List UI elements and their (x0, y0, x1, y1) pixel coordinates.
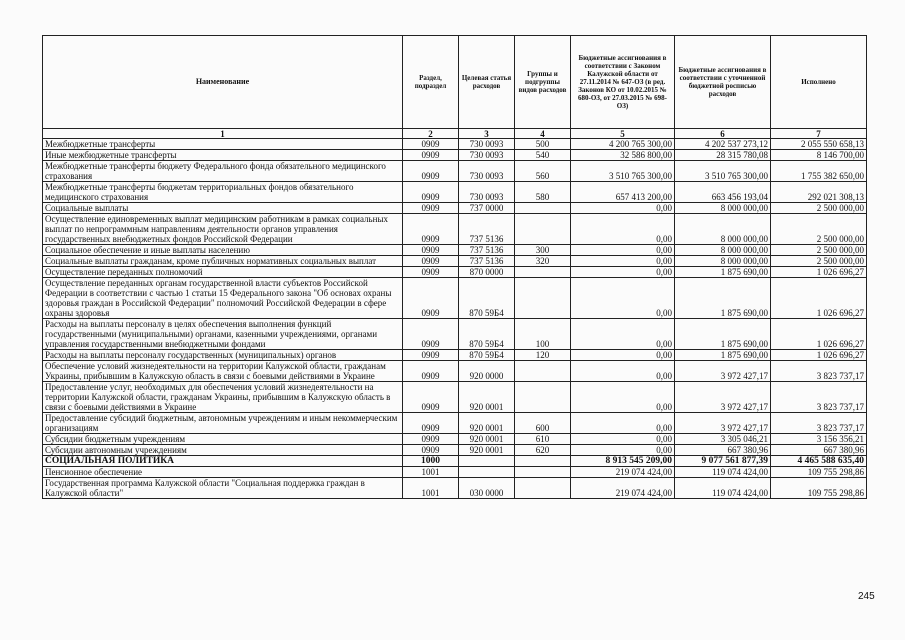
row-target: 870 0000 (459, 267, 515, 278)
row-name: Расходы на выплаты персоналу в целях обеспечения выполнения функций государственными (муниципальными) органами, казенными учреждениями, органами управления государственными внебюджетными фондами (43, 319, 403, 350)
table-row (43, 434, 867, 445)
row-group (515, 267, 571, 278)
row-list-amount: 1 875 690,00 (675, 267, 771, 278)
column-number-row (43, 129, 867, 139)
row-target: 870 59Б4 (459, 319, 515, 350)
row-section: 0909 (403, 267, 459, 278)
row-executed-amount: 3 823 737,17 (771, 413, 867, 434)
column-number: 4 (515, 129, 571, 139)
row-section: 0909 (403, 350, 459, 361)
table-row (43, 413, 867, 434)
row-executed-amount: 3 156 356,21 (771, 434, 867, 445)
row-executed-amount: 2 055 550 658,13 (771, 139, 867, 150)
row-executed-amount: 1 026 696,27 (771, 267, 867, 278)
row-list-amount: 3 305 046,21 (675, 434, 771, 445)
row-list-amount: 8 000 000,00 (675, 203, 771, 214)
row-executed-amount: 2 500 000,00 (771, 214, 867, 245)
row-group: 500 (515, 139, 571, 150)
row-section: 0909 (403, 319, 459, 350)
row-name: СОЦИАЛЬНАЯ ПОЛИТИКА (43, 456, 403, 467)
row-section: 0909 (403, 278, 459, 319)
row-list-amount: 8 000 000,00 (675, 245, 771, 256)
row-target: 920 0001 (459, 382, 515, 413)
row-list-amount: 8 000 000,00 (675, 256, 771, 267)
row-group: 540 (515, 150, 571, 161)
row-target: 920 0000 (459, 361, 515, 382)
row-group: 560 (515, 161, 571, 182)
row-target (459, 467, 515, 478)
row-group (515, 382, 571, 413)
row-section: 0909 (403, 445, 459, 456)
row-section: 0909 (403, 382, 459, 413)
row-group: 610 (515, 434, 571, 445)
row-law-amount: 219 074 424,00 (571, 467, 675, 478)
table-row (43, 245, 867, 256)
row-target: 737 5136 (459, 256, 515, 267)
header-executed: Исполнено (771, 36, 867, 129)
row-executed-amount: 1 026 696,27 (771, 278, 867, 319)
row-target: 737 5136 (459, 245, 515, 256)
row-list-amount: 1 875 690,00 (675, 319, 771, 350)
row-law-amount: 0,00 (571, 361, 675, 382)
row-law-amount: 4 200 765 300,00 (571, 139, 675, 150)
row-name: Социальное обеспечение и иные выплаты населению (43, 245, 403, 256)
row-law-amount: 0,00 (571, 214, 675, 245)
row-law-amount: 8 913 545 209,00 (571, 456, 675, 467)
row-law-amount: 0,00 (571, 245, 675, 256)
header-target: Целевая статья расходов (459, 36, 515, 129)
table-row (43, 203, 867, 214)
table-row (43, 161, 867, 182)
row-list-amount: 667 380,96 (675, 445, 771, 456)
row-name: Межбюджетные трансферты бюджетам территориальных фондов обязательного медицинского страхования (43, 182, 403, 203)
row-list-amount: 3 972 427,17 (675, 361, 771, 382)
row-list-amount: 3 972 427,17 (675, 382, 771, 413)
row-group (515, 203, 571, 214)
row-list-amount: 9 077 561 877,39 (675, 456, 771, 467)
row-target (459, 456, 515, 467)
row-name: Иные межбюджетные трансферты (43, 150, 403, 161)
row-list-amount: 663 456 193,04 (675, 182, 771, 203)
row-executed-amount: 109 755 298,86 (771, 467, 867, 478)
row-target: 030 0000 (459, 478, 515, 499)
row-target: 920 0001 (459, 434, 515, 445)
table-row (43, 150, 867, 161)
header-section: Раздел, подраздел (403, 36, 459, 129)
row-target: 920 0001 (459, 445, 515, 456)
row-section: 0909 (403, 139, 459, 150)
row-target: 870 59Б4 (459, 278, 515, 319)
row-section: 0909 (403, 361, 459, 382)
table-row (43, 139, 867, 150)
column-number: 7 (771, 129, 867, 139)
row-list-amount: 1 875 690,00 (675, 278, 771, 319)
row-executed-amount: 2 500 000,00 (771, 256, 867, 267)
row-target: 920 0001 (459, 413, 515, 434)
table-row (43, 319, 867, 350)
row-group: 620 (515, 445, 571, 456)
header-list-assignments: Бюджетные ассигнования в соответствии с уточненной бюджетной росписью расходов (675, 36, 771, 129)
row-law-amount: 657 413 200,00 (571, 182, 675, 203)
row-section: 1000 (403, 456, 459, 467)
row-target: 870 59Б4 (459, 350, 515, 361)
row-target: 737 0000 (459, 203, 515, 214)
row-executed-amount: 3 823 737,17 (771, 382, 867, 413)
row-section: 1001 (403, 478, 459, 499)
row-executed-amount: 2 500 000,00 (771, 245, 867, 256)
row-executed-amount: 8 146 700,00 (771, 150, 867, 161)
row-target: 730 0093 (459, 182, 515, 203)
table-row (43, 478, 867, 499)
row-executed-amount: 1 755 382 650,00 (771, 161, 867, 182)
row-executed-amount: 2 500 000,00 (771, 203, 867, 214)
row-list-amount: 1 875 690,00 (675, 350, 771, 361)
row-target: 730 0093 (459, 150, 515, 161)
row-list-amount: 8 000 000,00 (675, 214, 771, 245)
column-number: 3 (459, 129, 515, 139)
row-group: 120 (515, 350, 571, 361)
row-group (515, 456, 571, 467)
table-row (43, 256, 867, 267)
row-target: 737 5136 (459, 214, 515, 245)
row-group (515, 467, 571, 478)
table-row (43, 214, 867, 245)
row-group (515, 278, 571, 319)
row-name: Социальные выплаты гражданам, кроме публичных нормативных социальных выплат (43, 256, 403, 267)
row-target: 730 0093 (459, 139, 515, 150)
row-section: 1001 (403, 467, 459, 478)
row-law-amount: 0,00 (571, 350, 675, 361)
row-section: 0909 (403, 161, 459, 182)
row-law-amount: 0,00 (571, 203, 675, 214)
row-name: Межбюджетные трансферты (43, 139, 403, 150)
row-name: Пенсионное обеспечение (43, 467, 403, 478)
row-group: 300 (515, 245, 571, 256)
row-group (515, 478, 571, 499)
row-executed-amount: 4 465 588 635,40 (771, 456, 867, 467)
row-section: 0909 (403, 256, 459, 267)
row-list-amount: 3 972 427,17 (675, 413, 771, 434)
row-law-amount: 0,00 (571, 278, 675, 319)
row-name: Осуществление единовременных выплат медицинским работникам в рамках социальных выплат по непрограммным направлениям деятельности органов управления государственных внебюджетных фондов Российской Федерации (43, 214, 403, 245)
row-law-amount: 0,00 (571, 434, 675, 445)
row-target: 730 0093 (459, 161, 515, 182)
row-law-amount: 3 510 765 300,00 (571, 161, 675, 182)
row-executed-amount: 1 026 696,27 (771, 350, 867, 361)
row-name: Субсидии бюджетным учреждениям (43, 434, 403, 445)
table-header-row (43, 36, 867, 129)
row-name: Осуществление переданных полномочий (43, 267, 403, 278)
row-group: 600 (515, 413, 571, 434)
table-row (43, 361, 867, 382)
row-section: 0909 (403, 245, 459, 256)
column-number: 2 (403, 129, 459, 139)
table-row (43, 350, 867, 361)
row-executed-amount: 667 380,96 (771, 445, 867, 456)
row-name: Расходы на выплаты персоналу государственных (муниципальных) органов (43, 350, 403, 361)
row-name: Обеспечение условий жизнедеятельности на территории Калужской области, гражданам Украины, прибывшим в Калужскую область в связи с боевыми действиями в Украине (43, 361, 403, 382)
row-law-amount: 0,00 (571, 413, 675, 434)
row-group (515, 214, 571, 245)
budget-table (42, 35, 867, 499)
row-group: 320 (515, 256, 571, 267)
row-law-amount: 0,00 (571, 382, 675, 413)
row-law-amount: 0,00 (571, 445, 675, 456)
row-executed-amount: 3 823 737,17 (771, 361, 867, 382)
row-name: Предоставление услуг, необходимых для обеспечения условий жизнедеятельности на территории Калужской области, гражданам Украины, прибывшим в Калужскую область в связи с боевыми действиями в Украине (43, 382, 403, 413)
row-section: 0909 (403, 182, 459, 203)
row-list-amount: 28 315 780,08 (675, 150, 771, 161)
row-law-amount: 219 074 424,00 (571, 478, 675, 499)
row-law-amount: 32 586 800,00 (571, 150, 675, 161)
row-law-amount: 0,00 (571, 256, 675, 267)
row-section: 0909 (403, 214, 459, 245)
table-row (43, 467, 867, 478)
header-name: Наименование (43, 36, 403, 129)
column-number: 5 (571, 129, 675, 139)
row-group: 100 (515, 319, 571, 350)
row-law-amount: 0,00 (571, 319, 675, 350)
column-number: 6 (675, 129, 771, 139)
row-section: 0909 (403, 150, 459, 161)
row-name: Социальные выплаты (43, 203, 403, 214)
table-row (43, 182, 867, 203)
row-section: 0909 (403, 203, 459, 214)
row-name: Межбюджетные трансферты бюджету Федерального фонда обязательного медицинского страхования (43, 161, 403, 182)
row-executed-amount: 109 755 298,86 (771, 478, 867, 499)
table-row (43, 278, 867, 319)
row-list-amount: 119 074 424,00 (675, 467, 771, 478)
table-row (43, 456, 867, 467)
table-row (43, 267, 867, 278)
row-name: Государственная программа Калужской области "Социальная поддержка граждан в Калужской области" (43, 478, 403, 499)
row-list-amount: 119 074 424,00 (675, 478, 771, 499)
row-list-amount: 4 202 537 273,12 (675, 139, 771, 150)
row-executed-amount: 292 021 308,13 (771, 182, 867, 203)
header-group: Группы и подгруппы видов расходов (515, 36, 571, 129)
table-row (43, 382, 867, 413)
row-name: Субсидии автономным учреждениям (43, 445, 403, 456)
row-group: 580 (515, 182, 571, 203)
row-section: 0909 (403, 413, 459, 434)
column-number: 1 (43, 129, 403, 139)
page-number: 245 (858, 591, 875, 602)
row-name: Предоставление субсидий бюджетным, автономным учреждениям и иным некоммерческим организациям (43, 413, 403, 434)
row-group (515, 361, 571, 382)
row-list-amount: 3 510 765 300,00 (675, 161, 771, 182)
row-name: Осуществление переданных органам государственной власти субъектов Российской Федерации в соответствии с частью 1 статьи 15 Федерального закона "Об основах охраны здоровья граждан в Российской Федерации" полномочий Российской Федерации в сфере охраны здоровья (43, 278, 403, 319)
table-row (43, 445, 867, 456)
row-section: 0909 (403, 434, 459, 445)
header-law-assignments: Бюджетные ассигнования в соответствии с Законом Калужской области от 27.11.2014 № 647-ОЗ (в ред. Законов КО от 10.02.2015 № 680-ОЗ, от 27.03.2015 № 698-ОЗ) (571, 36, 675, 129)
row-executed-amount: 1 026 696,27 (771, 319, 867, 350)
row-law-amount: 0,00 (571, 267, 675, 278)
